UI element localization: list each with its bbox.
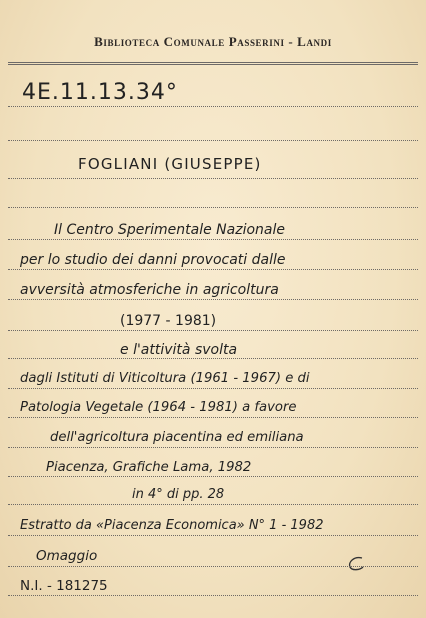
ruled-line	[8, 535, 418, 536]
title-line: per lo studio dei danni provocati dalle	[20, 252, 286, 268]
title-line: Patologia Vegetale (1964 - 1981) a favore	[20, 400, 297, 415]
library-header: Biblioteca Comunale Passerini - Landi	[94, 34, 332, 49]
acquisition-note: Omaggio	[36, 548, 98, 564]
ruled-line	[8, 207, 418, 208]
call-number: 4E.11.13.34°	[22, 80, 178, 105]
ruled-line	[8, 504, 418, 505]
ruled-line	[8, 106, 418, 107]
pencil-mark-icon	[346, 556, 366, 572]
ruled-line	[8, 447, 418, 448]
title-line: dell'agricoltura piacentina ed emiliana	[50, 430, 304, 445]
title-line: dagli Istituti di Viticoltura (1961 - 1967) e di	[20, 371, 310, 386]
ruled-line	[8, 566, 418, 567]
title-line: avversità atmosferiche in agricoltura	[20, 282, 279, 298]
ruled-line	[8, 595, 418, 596]
ruled-line	[8, 299, 418, 300]
author-heading: FOGLIANI (GIUSEPPE)	[78, 155, 262, 173]
ruled-line	[8, 269, 418, 270]
header-rule	[8, 62, 418, 63]
imprint: Piacenza, Grafiche Lama, 1982	[46, 460, 252, 475]
ruled-line	[8, 358, 418, 359]
ruled-line	[8, 239, 418, 240]
title-line: Il Centro Sperimentale Nazionale	[54, 222, 285, 238]
physical-description: in 4° di pp. 28	[132, 487, 225, 502]
source-note: Estratto da «Piacenza Economica» N° 1 - 1982	[20, 518, 324, 533]
date-range: (1977 - 1981)	[120, 313, 217, 329]
inventory-number: N.I. - 181275	[20, 578, 108, 594]
ruled-line	[8, 417, 418, 418]
title-line: e l'attività svolta	[120, 342, 238, 358]
ruled-line	[8, 140, 418, 141]
ruled-line	[8, 178, 418, 179]
header-rule-double	[8, 64, 418, 65]
ruled-line	[8, 476, 418, 477]
ruled-line	[8, 330, 418, 331]
ruled-line	[8, 388, 418, 389]
